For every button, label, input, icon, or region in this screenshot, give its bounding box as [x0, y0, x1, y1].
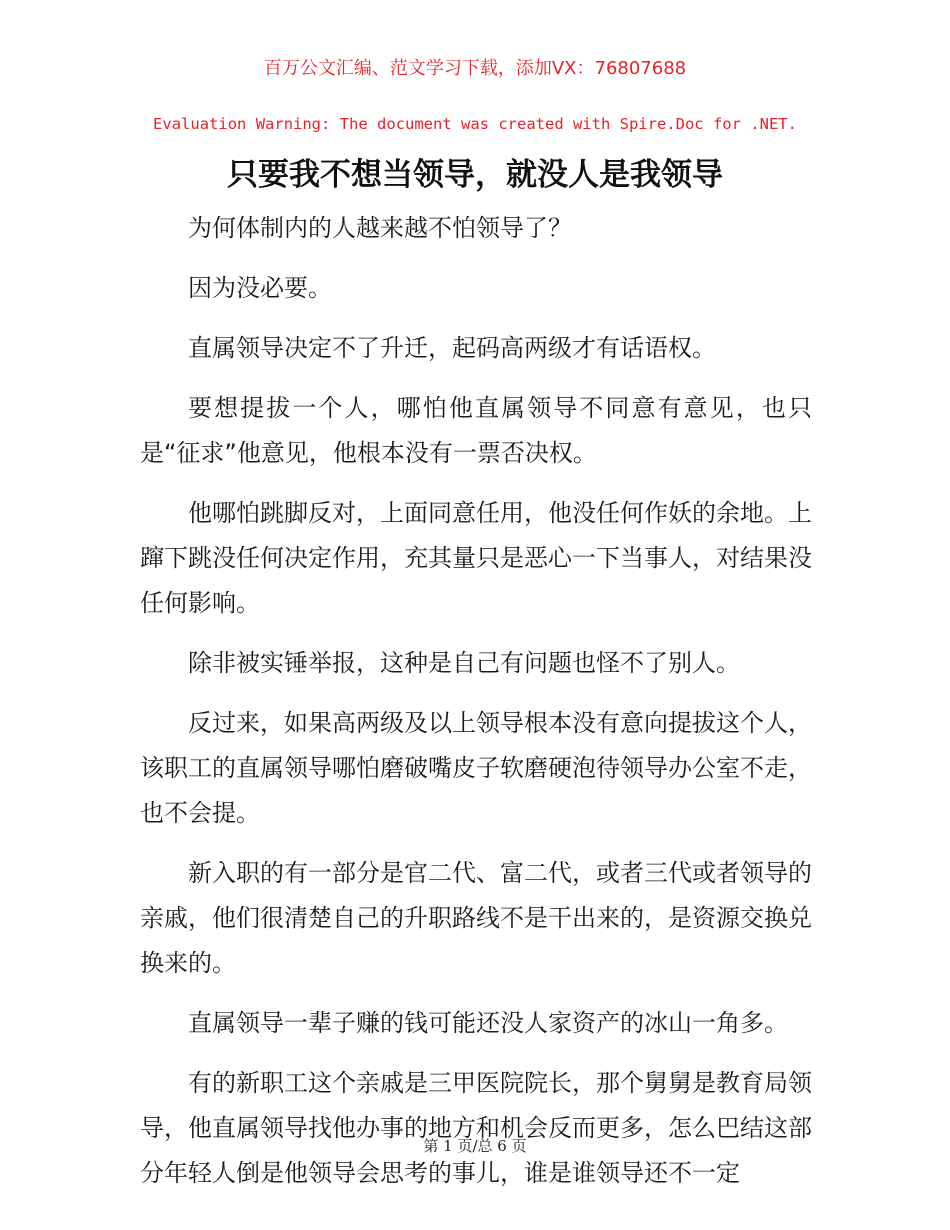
paragraph: 直属领导决定不了升迁，起码高两级才有话语权。 — [188, 334, 716, 362]
document-title: 只要我不想当领导，就没人是我领导 — [227, 157, 723, 193]
paragraph: 他哪怕跳脚反对，上面同意任用，他没任何作妖的余地。上蹿下跳没任何决定作用，充其量只是恶心一下当事人，对结果没任何影响。 — [140, 499, 812, 617]
evaluation-warning: Evaluation Warning: The document was created with Spire.Doc for .NET. — [153, 115, 797, 133]
paragraph: 因为没必要。 — [188, 274, 332, 302]
document-body — [140, 206, 812, 1211]
page-number: 第 1 页/总 6 页 — [423, 1137, 527, 1155]
paragraph: 反过来，如果高两级及以上领导根本没有意向提拔这个人，该职工的直属领导哪怕磨破嘴皮子软磨硬泡待领导办公室不走，也不会提。 — [140, 709, 812, 827]
paragraph: 要想提拔一个人，哪怕他直属领导不同意有意见，也只是“征求”他意见，他根本没有一票否决权。 — [140, 394, 812, 467]
paragraph: 除非被实锤举报，这种是自己有问题也怪不了别人。 — [188, 649, 740, 677]
header-banner: 百万公文汇编、范文学习下载，添加VX：76807688 — [263, 58, 687, 79]
paragraph: 新入职的有一部分是官二代、富二代，或者三代或者领导的亲戚，他们很清楚自己的升职路线不是干出来的，是资源交换兑换来的。 — [140, 859, 812, 977]
paragraph: 直属领导一辈子赚的钱可能还没人家资产的冰山一角多。 — [188, 1009, 788, 1037]
paragraph: 为何体制内的人越来越不怕领导了？ — [188, 214, 572, 242]
paragraph: 有的新职工这个亲戚是三甲医院院长，那个舅舅是教育局领导，他直属领导找他办事的地方和机会反而更多，怎么巴结这部分年轻人倒是他领导会思考的事儿，谁是谁领导还不一定 — [140, 1069, 812, 1187]
